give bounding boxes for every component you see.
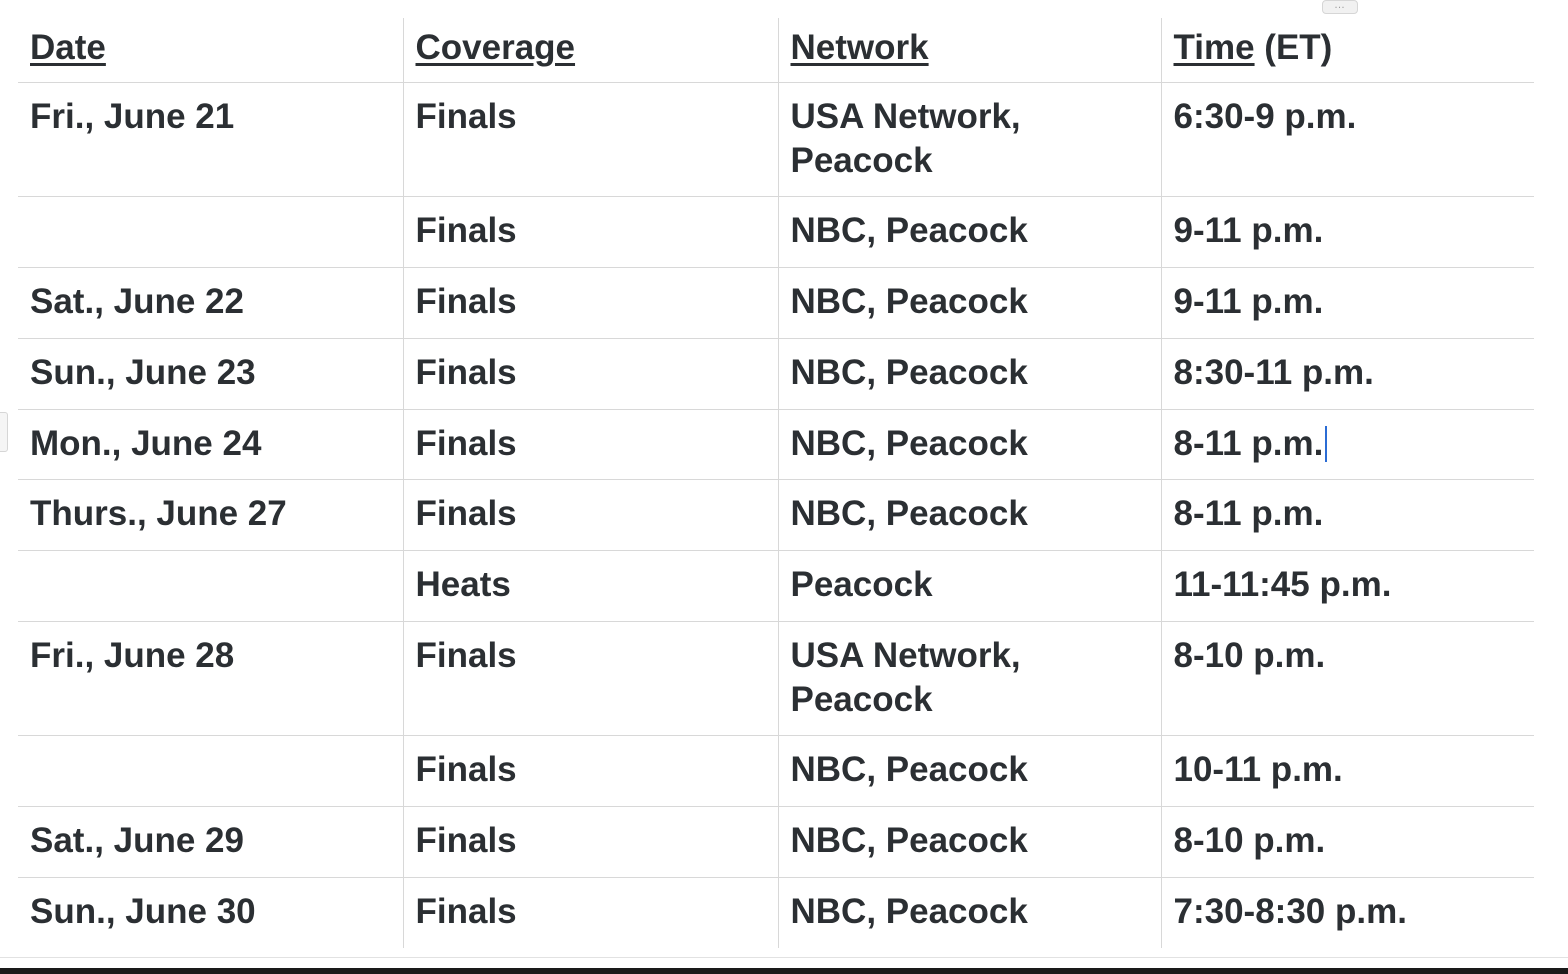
cell-network: NBC, Peacock bbox=[778, 736, 1161, 807]
text-cursor bbox=[1325, 426, 1327, 462]
cell-network: Peacock bbox=[778, 551, 1161, 622]
cell-time: 9-11 p.m. bbox=[1161, 197, 1534, 268]
cell-coverage: Finals bbox=[403, 82, 778, 197]
cell-network: NBC, Peacock bbox=[778, 480, 1161, 551]
cell-coverage: Finals bbox=[403, 338, 778, 409]
cell-time: 8:30-11 p.m. bbox=[1161, 338, 1534, 409]
cell-date: Fri., June 21 bbox=[18, 82, 403, 197]
column-header-time-label: Time bbox=[1173, 28, 1255, 67]
table-row bbox=[18, 807, 1534, 878]
cell-time: 9-11 p.m. bbox=[1161, 268, 1534, 339]
table-row bbox=[18, 409, 1534, 480]
schedule-table-wrapper bbox=[18, 18, 1534, 948]
column-header-date-label: Date bbox=[30, 28, 106, 67]
cell-time: 10-11 p.m. bbox=[1161, 736, 1534, 807]
left-edge-handle[interactable] bbox=[0, 412, 8, 452]
cell-date: Thurs., June 27 bbox=[18, 480, 403, 551]
cell-network: NBC, Peacock bbox=[778, 807, 1161, 878]
column-header-date bbox=[18, 18, 403, 82]
cell-coverage: Finals bbox=[403, 877, 778, 947]
cell-network: NBC, Peacock bbox=[778, 409, 1161, 480]
table-row bbox=[18, 338, 1534, 409]
schedule-table bbox=[18, 18, 1534, 948]
column-header-time bbox=[1161, 18, 1534, 82]
cell-time-active[interactable] bbox=[1161, 409, 1534, 480]
cell-time: 11-11:45 p.m. bbox=[1161, 551, 1534, 622]
column-header-coverage bbox=[403, 18, 778, 82]
cell-coverage: Finals bbox=[403, 268, 778, 339]
cell-date bbox=[18, 551, 403, 622]
cell-time-text: 8-11 p.m. bbox=[1173, 423, 1324, 463]
cell-date: Sun., June 23 bbox=[18, 338, 403, 409]
cell-network: NBC, Peacock bbox=[778, 197, 1161, 268]
column-header-network-label: Network bbox=[790, 28, 929, 67]
cell-network: USA Network, Peacock bbox=[778, 621, 1161, 736]
cell-time: 8-10 p.m. bbox=[1161, 621, 1534, 736]
table-row bbox=[18, 480, 1534, 551]
table-row bbox=[18, 621, 1534, 736]
cell-time: 7:30-8:30 p.m. bbox=[1161, 877, 1534, 947]
cell-date: Sat., June 29 bbox=[18, 807, 403, 878]
table-row bbox=[18, 877, 1534, 947]
cell-coverage: Finals bbox=[403, 807, 778, 878]
cell-date bbox=[18, 736, 403, 807]
table-row bbox=[18, 551, 1534, 622]
cell-time: 8-11 p.m. bbox=[1161, 480, 1534, 551]
cell-network: NBC, Peacock bbox=[778, 877, 1161, 947]
cell-time: 6:30-9 p.m. bbox=[1161, 82, 1534, 197]
cell-date: Sun., June 30 bbox=[18, 877, 403, 947]
cell-coverage: Finals bbox=[403, 621, 778, 736]
cell-network: NBC, Peacock bbox=[778, 268, 1161, 339]
table-grip-handle[interactable] bbox=[1322, 0, 1358, 14]
table-header-row bbox=[18, 18, 1534, 82]
table-body bbox=[18, 82, 1534, 947]
cell-network: NBC, Peacock bbox=[778, 338, 1161, 409]
table-row bbox=[18, 82, 1534, 197]
cell-coverage: Finals bbox=[403, 736, 778, 807]
cell-coverage: Finals bbox=[403, 197, 778, 268]
cell-date: Mon., June 24 bbox=[18, 409, 403, 480]
column-header-coverage-label: Coverage bbox=[415, 28, 576, 67]
cell-network: USA Network, Peacock bbox=[778, 82, 1161, 197]
grip-dots-icon: … bbox=[1334, 0, 1346, 11]
column-header-time-suffix: (ET) bbox=[1254, 28, 1333, 67]
table-header bbox=[18, 18, 1534, 82]
cell-date: Sat., June 22 bbox=[18, 268, 403, 339]
table-row bbox=[18, 268, 1534, 339]
cell-date: Fri., June 28 bbox=[18, 621, 403, 736]
table-row bbox=[18, 736, 1534, 807]
cell-date bbox=[18, 197, 403, 268]
cell-coverage: Finals bbox=[403, 409, 778, 480]
cell-coverage: Heats bbox=[403, 551, 778, 622]
page-bottom-edge bbox=[0, 957, 1568, 974]
cell-time: 8-10 p.m. bbox=[1161, 807, 1534, 878]
table-row bbox=[18, 197, 1534, 268]
cell-coverage: Finals bbox=[403, 480, 778, 551]
column-header-network bbox=[778, 18, 1161, 82]
